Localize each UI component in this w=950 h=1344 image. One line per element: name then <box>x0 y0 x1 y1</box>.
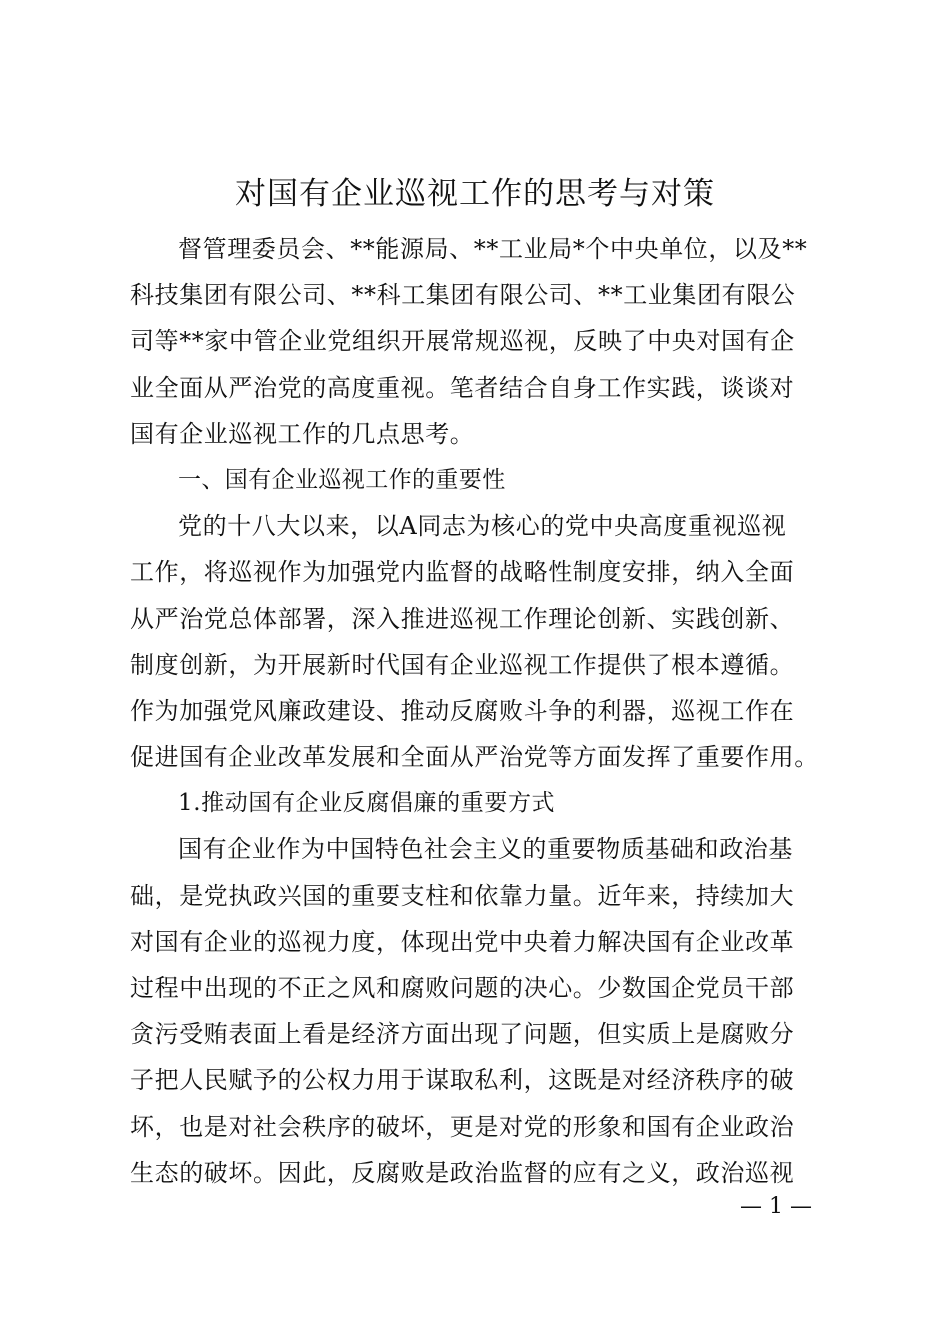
text-line: 生态的破坏。因此，反腐败是政治监督的应有之义，政治巡视 <box>130 1158 795 1187</box>
subsection-heading: 1.推动国有企业反腐倡廉的重要方式 <box>178 790 556 817</box>
section-heading: 一、国有企业巡视工作的重要性 <box>178 466 506 493</box>
text-line: 贪污受贿表面上看是经济方面出现了问题，但实质上是腐败分 <box>130 1020 795 1049</box>
text-line: 国有企业巡视工作的几点思考。 <box>130 419 475 448</box>
text-line: 督管理委员会、**能源局、**工业局*个中央单位，以及** <box>178 235 808 263</box>
text-line: 坏，也是对社会秩序的破坏，更是对党的形象和国有企业政治 <box>130 1112 795 1141</box>
document-body <box>130 226 822 1196</box>
text-line: 过程中出现的不正之风和腐败问题的决心。少数国企党员干部 <box>130 974 795 1002</box>
text-line: 国有企业作为中国特色社会主义的重要物质基础和政治基 <box>178 835 793 864</box>
text-line: 子把人民赋予的公权力用于谋取私利，这既是对经济秩序的破 <box>130 1066 795 1095</box>
text-line: 促进国有企业改革发展和全面从严治党等方面发挥了重要作用。 <box>130 743 819 772</box>
text-line: 党的十八大以来，以A同志为核心的党中央高度重视巡视 <box>178 512 787 541</box>
text-line: 司等**家中管企业党组织开展常规巡视，反映了中央对国有企 <box>130 327 795 356</box>
text-line: 业全面从严治党的高度重视。笔者结合自身工作实践，谈谈对 <box>130 373 795 402</box>
text-line: 础，是党执政兴国的重要支柱和依靠力量。近年来，持续加大 <box>130 881 795 910</box>
document-title: 对国有企业巡视工作的思考与对策 <box>235 176 715 212</box>
text-line: 对国有企业的巡视力度，体现出党中央着力解决国有企业改革 <box>130 927 795 956</box>
text-line: 工作，将巡视作为加强党内监督的战略性制度安排，纳入全面 <box>130 558 795 587</box>
page-number: — 1 — <box>740 1194 812 1219</box>
text-line: 从严治党总体部署，深入推进巡视工作理论创新、实践创新、 <box>130 604 795 633</box>
text-line: 作为加强党风廉政建设、推动反腐败斗争的利器，巡视工作在 <box>130 696 795 725</box>
text-line: 制度创新，为开展新时代国有企业巡视工作提供了根本遵循。 <box>130 650 795 679</box>
text-line: 科技集团有限公司、**科工集团有限公司、**工业集团有限公 <box>130 281 796 310</box>
